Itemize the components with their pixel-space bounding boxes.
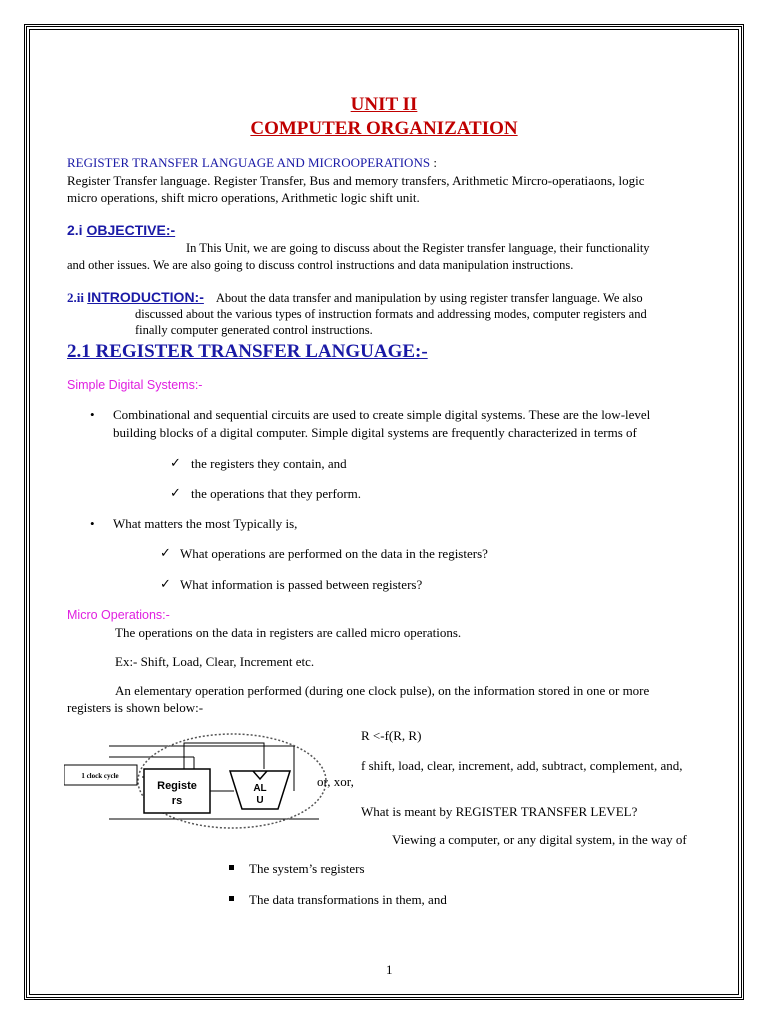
rtl-question: What is meant by REGISTER TRANSFER LEVEL?: [361, 804, 638, 819]
topics-line-1: Register Transfer language. Register Transfer, Bus and memory transfers, Arithmetic Mircro-operatiaons, logic: [67, 173, 645, 188]
check-item-4: What information is passed between registers?: [180, 577, 423, 592]
function-line-2: or, xor,: [317, 774, 354, 789]
elementary-line-2: registers is shown below:-: [67, 700, 204, 715]
bullet1-line-1: Combinational and sequential circuits are used to create simple digital systems. These are the low-level: [113, 407, 651, 422]
square-bullet: [229, 865, 234, 870]
viewing-text: Viewing a computer, or any digital system, in the way of: [392, 832, 687, 847]
check-item-1: the registers they contain, and: [191, 456, 347, 471]
bullet-dot: •: [90, 407, 95, 422]
unit-subtitle: COMPUTER ORGANIZATION: [250, 118, 518, 139]
introduction-heading: 2.ii INTRODUCTION:- About the data transfer and manipulation by using register transfer language. We also: [67, 289, 643, 305]
unit-title: UNIT II: [350, 94, 418, 115]
objective-line-1: In This Unit, we are going to discuss about the Register transfer language, their functionality: [186, 241, 650, 255]
intro-line-2: discussed about the various types of instruction formats and addressing modes, computer registers and: [135, 307, 647, 321]
alu-label-line1: AL: [253, 783, 267, 794]
rtl-topics-heading: REGISTER TRANSFER LANGUAGE AND MICROOPERATIONS :: [67, 155, 437, 170]
topics-line-2: micro operations, shift micro operations, Arithmetic logic shift unit.: [67, 190, 420, 205]
micro-operations-heading: Micro Operations:-: [67, 608, 170, 622]
check-icon: ✓: [160, 545, 171, 560]
micro-example: Ex:- Shift, Load, Clear, Increment etc.: [115, 654, 315, 669]
check-item-3: What operations are performed on the data in the registers?: [180, 546, 488, 561]
register-label-line2: rs: [171, 795, 183, 807]
square-item-2: The data transformations in them, and: [249, 892, 447, 907]
square-item-1: The system’s registers: [249, 861, 365, 876]
function-line-1: f shift, load, clear, increment, add, subtract, complement, and,: [361, 758, 683, 773]
check-icon: ✓: [170, 485, 181, 500]
register-label-line1: Registe: [157, 780, 197, 792]
check-item-2: the operations that they perform.: [191, 486, 362, 501]
alu-label-line2: U: [256, 795, 264, 806]
objective-heading: 2.i OBJECTIVE:-: [67, 222, 176, 238]
objective-line-2: and other issues. We are also going to discuss control instructions and data manipulation instructions.: [67, 258, 574, 272]
formula: R <-f(R, R): [361, 728, 422, 743]
feedback-path: [184, 743, 264, 769]
micro-definition: The operations on the data in registers are called micro operations.: [115, 625, 462, 640]
bullet2-text: What matters the most Typically is,: [113, 516, 298, 531]
section-heading: 2.1 REGISTER TRANSFER LANGUAGE:-: [67, 341, 428, 362]
clock-cycle-label: 1 clock cycle: [81, 772, 119, 780]
simple-digital-systems-heading: Simple Digital Systems:-: [67, 378, 203, 392]
register-alu-diagram: [64, 725, 334, 830]
bullet-dot: •: [90, 516, 95, 531]
square-bullet: [229, 896, 234, 901]
check-icon: ✓: [160, 576, 171, 591]
check-icon: ✓: [170, 455, 181, 470]
intro-line-3: finally computer generated control instructions.: [135, 323, 373, 337]
page-number: 1: [386, 962, 393, 977]
elementary-line-1: An elementary operation performed (during one clock pulse), on the information stored in one or more: [115, 683, 650, 698]
bullet1-line-2: building blocks of a digital computer. Simple digital systems are frequently characterized in terms of: [113, 425, 637, 440]
